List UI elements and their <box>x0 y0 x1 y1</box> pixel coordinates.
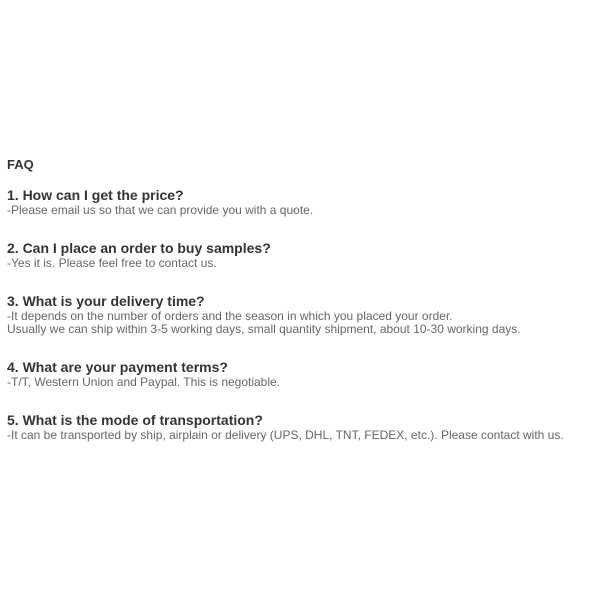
faq-question: 1. How can I get the price? <box>7 187 184 203</box>
faq-question: 2. Can I place an order to buy samples? <box>7 240 271 256</box>
faq-answer-line: -Yes it is. Please feel free to contact us. <box>7 256 217 270</box>
faq-question: 5. What is the mode of transportation? <box>7 412 263 428</box>
faq-answer-line: -Please email us so that we can provide you with a quote. <box>7 203 314 217</box>
faq-item <box>7 187 590 217</box>
faq-answer-line: -It depends on the number of orders and the season in which you placed your order. <box>7 309 453 323</box>
faq-answer-line: Usually we can ship within 3-5 working days, small quantity shipment, about 10-30 working days. <box>7 322 521 336</box>
faq-answer-line: -It can be transported by ship, airplain or delivery (UPS, DHL, TNT, FEDEX, etc.). Please contact with us. <box>7 428 564 442</box>
faq-item <box>7 359 590 389</box>
faq-item <box>7 412 590 442</box>
faq-item <box>7 293 590 336</box>
faq-question: 3. What is your delivery time? <box>7 293 205 309</box>
faq-answer-line: -T/T, Western Union and Paypal. This is negotiable. <box>7 375 281 389</box>
faq-heading: FAQ <box>7 157 34 172</box>
faq-question: 4. What are your payment terms? <box>7 359 228 375</box>
faq-item <box>7 240 590 270</box>
